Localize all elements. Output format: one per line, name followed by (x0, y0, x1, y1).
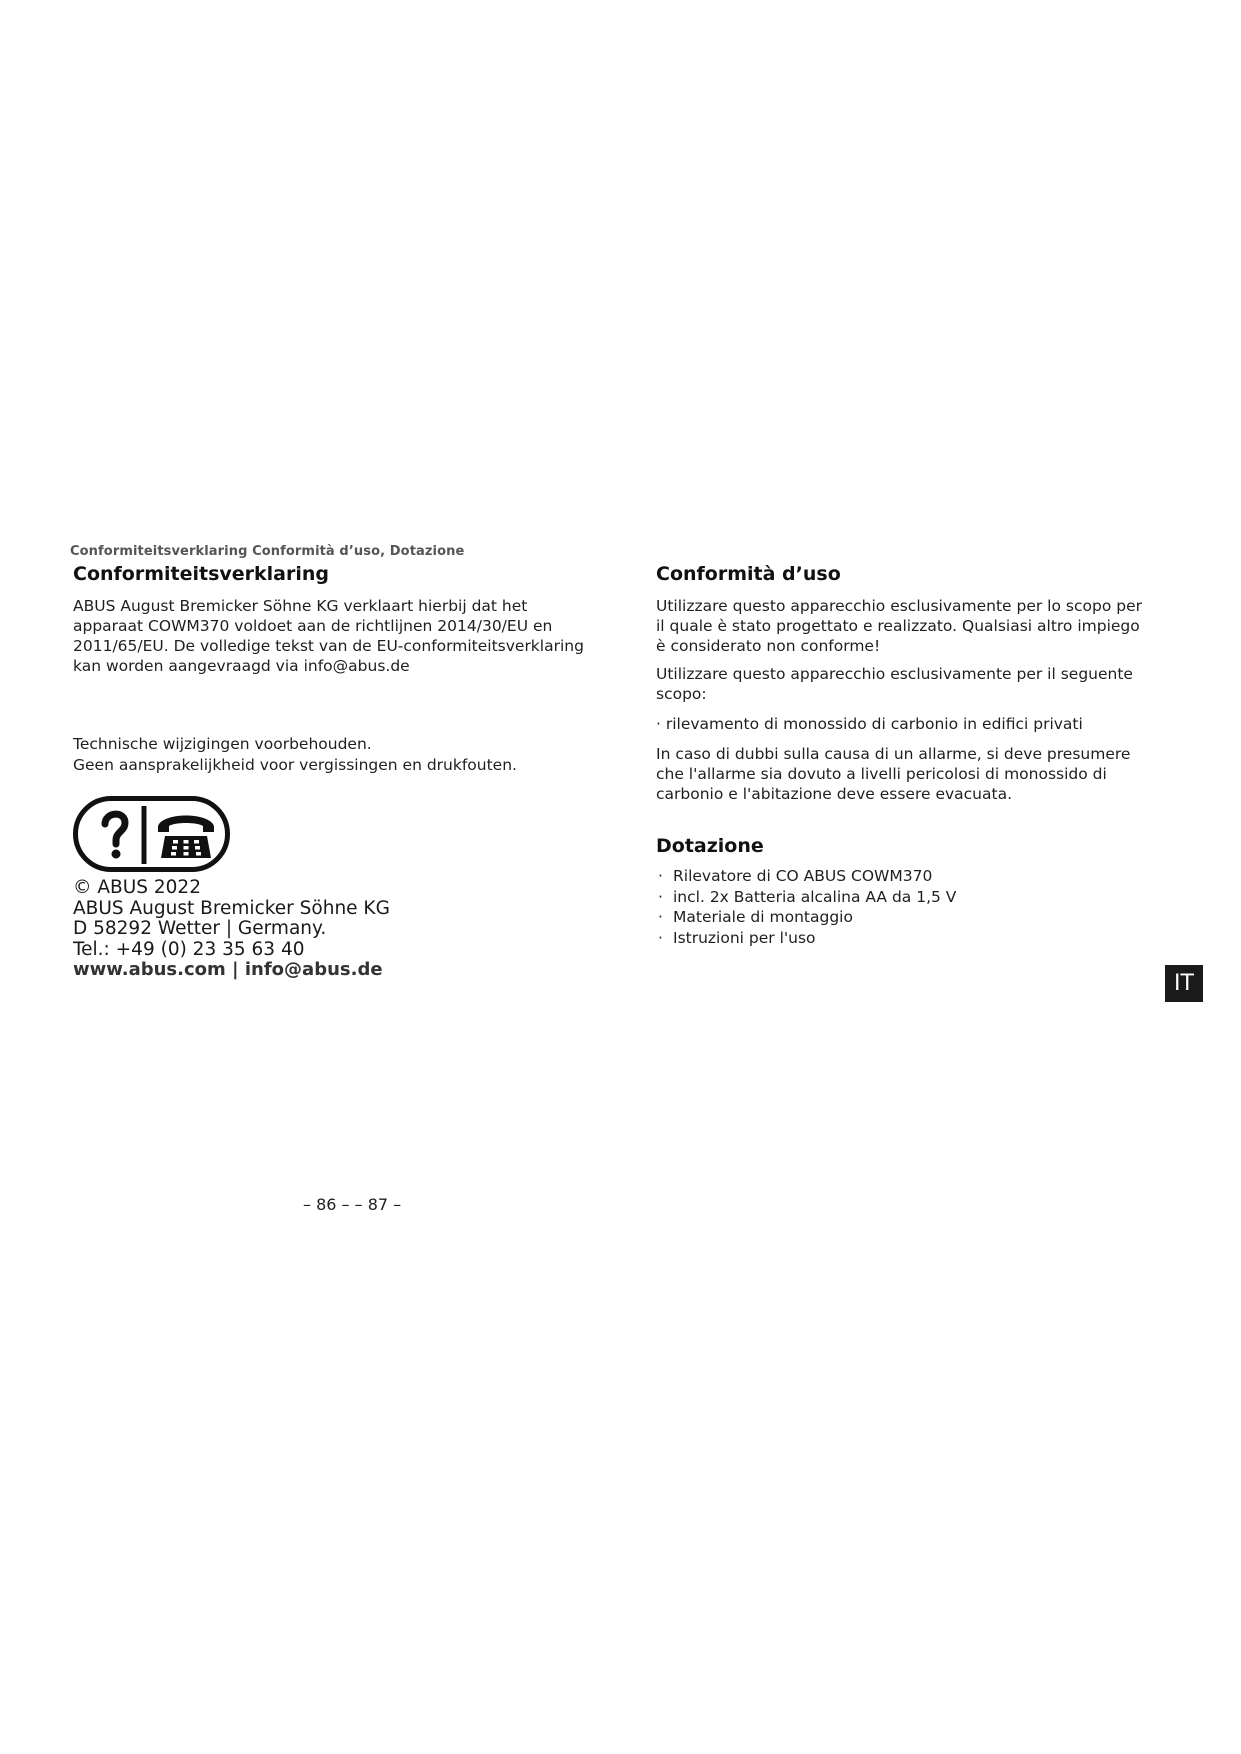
purpose-bullet: · rilevamento di monossido di carbonio in edifici privati (656, 715, 1083, 733)
list-item-label: incl. 2x Batteria alcalina AA da 1,5 V (673, 887, 957, 906)
company-phone: Tel.: +49 (0) 23 35 63 40 (73, 938, 305, 960)
page-numbers: – 86 – – 87 – (303, 1195, 402, 1214)
right-column (656, 562, 1176, 948)
list-item (656, 887, 1176, 908)
company-name: ABUS August Bremicker Söhne KG (73, 897, 390, 919)
conformity-line: ABUS August Bremicker Söhne KG verklaart hierbij dat het (73, 597, 528, 615)
intended-purpose-line: Utilizzare questo apparecchio esclusivamente per il seguente (656, 665, 1133, 683)
list-item-label: Materiale di montaggio (673, 908, 853, 926)
conformity-line: 2011/65/EU. De volledige tekst van de EU-conformiteitsverklaring (73, 637, 584, 655)
disclaimer-line: Technische wijzigingen voorbehouden. (73, 735, 372, 753)
imprint (73, 878, 633, 981)
conformity-declaration-heading: Conformiteitsverklaring (73, 563, 330, 585)
company-address: D 58292 Wetter | Germany. (73, 918, 327, 939)
intended-use-heading: Conformità d’uso (656, 563, 841, 585)
intended-use-line: è considerato non conforme! (656, 637, 881, 655)
running-header: Conformiteitsverklaring Conformità d’uso, Dotazione (70, 544, 465, 559)
conformity-line: apparaat COWM370 voldoet aan de richtlijnen 2014/30/EU en (73, 617, 553, 635)
disclaimer-line: Geen aansprakelijkheid voor vergissingen en drukfouten. (73, 756, 517, 774)
technical-disclaimer (73, 734, 633, 776)
intended-purpose-line: scopo: (656, 685, 707, 703)
conformity-declaration-text (73, 596, 633, 676)
bullet-icon: · (658, 908, 663, 926)
left-column (73, 562, 633, 981)
alarm-warning-line: carbonio e l'abitazione deve essere evacuata. (656, 785, 1013, 803)
bullet-icon: · (658, 867, 663, 885)
intended-use-text (656, 596, 1176, 656)
alarm-warning-line: che l'allarme sia dovuto a livelli pericolosi di monossido di (656, 765, 1107, 783)
scope-of-delivery-list (656, 866, 1176, 948)
alarm-warning-text (656, 744, 1176, 804)
list-item (656, 928, 1176, 949)
bullet-icon: · (658, 887, 663, 906)
list-item (656, 866, 1176, 887)
intended-use-line: Utilizzare questo apparecchio esclusivamente per lo scopo per (656, 597, 1142, 615)
language-tab: IT (1165, 965, 1203, 1002)
question-phone-hotline-icon (73, 796, 230, 872)
scope-of-delivery-heading: Dotazione (656, 835, 764, 857)
list-item-label: Rilevatore di CO ABUS COWM370 (673, 867, 933, 885)
list-item (656, 907, 1176, 928)
alarm-warning-line: In caso di dubbi sulla causa di un allarme, si deve presumere (656, 745, 1131, 763)
conformity-line: kan worden aangevraagd via info@abus.de (73, 657, 410, 675)
company-web-contact: www.abus.com | info@abus.de (73, 959, 383, 980)
intended-use-line: il quale è stato progettato e realizzato. Qualsiasi altro impiego (656, 617, 1140, 635)
bullet-icon: · (658, 928, 663, 947)
intended-purpose-text (656, 664, 1176, 704)
list-item-label: Istruzioni per l'uso (673, 928, 816, 947)
copyright: © ABUS 2022 (73, 877, 201, 898)
